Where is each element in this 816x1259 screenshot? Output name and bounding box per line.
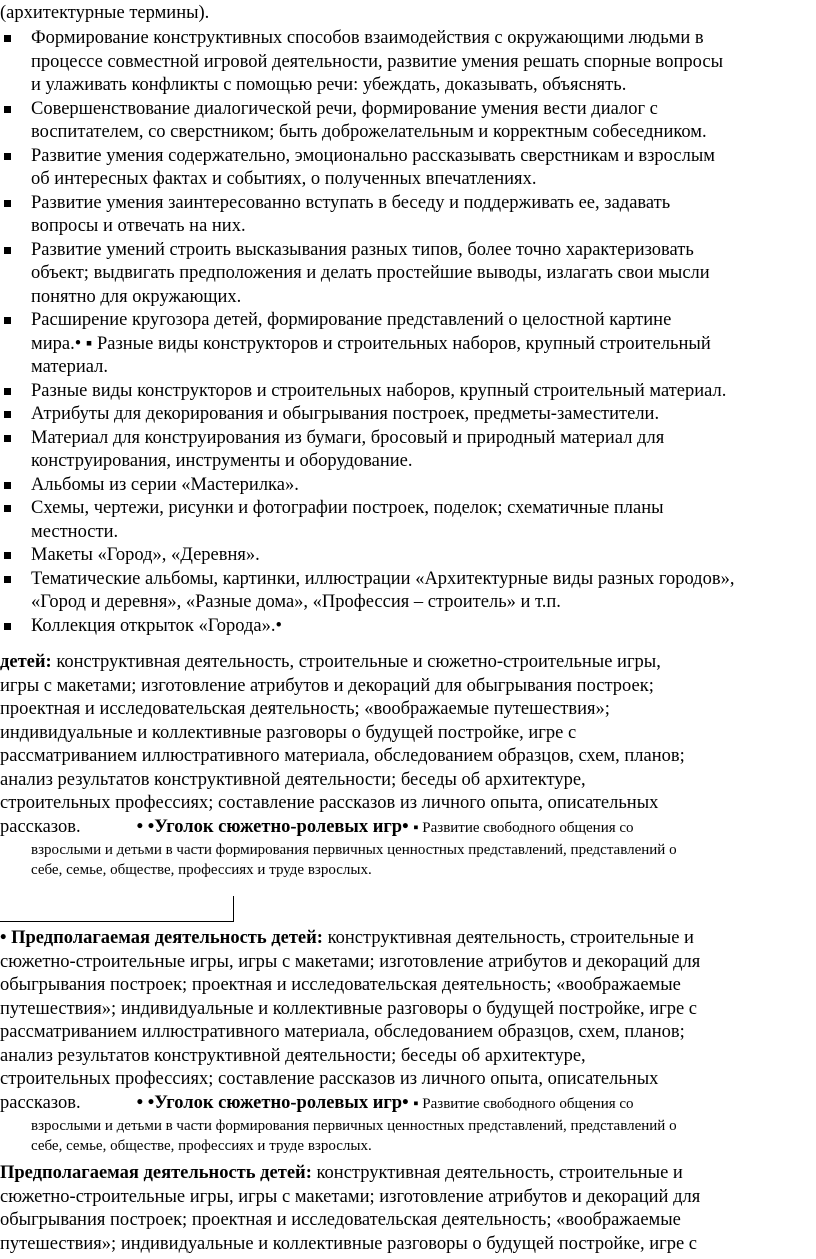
separator-tick [233, 896, 234, 922]
square-bullet-icon [4, 247, 11, 254]
square-bullet-icon [4, 552, 11, 559]
list-item: Коллекция открыток «Города».• [0, 615, 812, 639]
list-item: Совершенствование диалогической речи, формирование умения вести диалог с воспитателем, со сверстником; быть доброжелательным и корректным собеседником. [0, 98, 812, 145]
square-bullet-icon [4, 505, 11, 512]
list-item: Тематические альбомы, картинки, иллюстрации «Архитектурные виды разных городов», «Город и деревня», «Разные дома», «Профессия – строитель» и т.п. [0, 568, 812, 615]
square-bullet-icon [4, 623, 11, 630]
square-bullet-icon [4, 482, 11, 489]
list-item: Развитие умения содержательно, эмоционально рассказывать сверстникам и взрослым об интересных фактах и событиях, о полученных впечатлениях. [0, 145, 812, 192]
list-item: Расширение кругозора детей, формирование представлений о целостной картине мира.• ▪ Разные виды конструкторов и строительных наборов, крупный строительный материал. [0, 309, 812, 380]
square-bullet-icon [4, 200, 11, 207]
list-item: Альбомы из серии «Мастерилка». [0, 474, 812, 498]
list-item: Развитие умений строить высказывания разных типов, более точно характеризовать объект; выдвигать предположения и делать простейшие выводы, излагать свои мысли понятно для окружающих. [0, 239, 812, 310]
separator-line [0, 921, 234, 922]
top-line: (архитектурные термины). [0, 3, 210, 23]
square-bullet-icon [4, 435, 11, 442]
list-item: Формирование конструктивных способов взаимодействия с окружающими людьми в процессе совместной игровой деятельности, развитие умения решать спорные вопросы и улаживать конфликты с помощью речи: убеждать, доказывать, объяснять. [0, 27, 812, 98]
activity-paragraph-1: детей: конструктивная деятельность, строительные и сюжетно-строительные игры, игры с макетами; изготовление атрибутов и декораций для обыгрывания построек; проектная и исследовательская деятельность; «воображаемые путешествия»; индивидуальные и коллективные разговоры о будущей постройке, игре с рассматриванием иллюстративного материала, обследованием образцов, схем, планов; анализ результатов конструктивной деятельности; беседы об архитектуре, строительных профессиях; составление рассказов из личного опыта, описательных рассказов. • •Уголок сюжетно-ролевых игр• ▪ Развитие свободного общения со взрослыми и детьми в части формирования первичных ценностных представлений, представлений о себе, семье, обществе, профессиях и труде взрослых. [0, 652, 685, 878]
square-bullet-icon [4, 576, 11, 583]
square-bullet-icon [4, 411, 11, 418]
list-item: Схемы, чертежи, рисунки и фотографии построек, поделок; схематичные планы местности. [0, 497, 812, 544]
bullet-list [0, 27, 812, 638]
activity-paragraph-2: • Предполагаемая деятельность детей: конструктивная деятельность, строительные и сюжетно-строительные игры, игры с макетами; изготовление атрибутов и декораций для обыгрывания построек; проектная и исследовательская деятельность; «воображаемые путешествия»; индивидуальные и коллективные разговоры о будущей постройке, игре с рассматриванием иллюстративного материала, обследованием образцов, схем, планов; анализ результатов конструктивной деятельности; беседы об архитектуре, строительных профессиях; составление рассказов из личного опыта, описательных рассказов. • •Уголок сюжетно-ролевых игр• ▪ Развитие свободного общения со взрослыми и детьми в части формирования первичных ценностных представлений, представлений о себе, семье, обществе, профессиях и труде взрослых. [0, 928, 701, 1154]
square-bullet-icon [4, 317, 11, 324]
list-item: Материал для конструирования из бумаги, бросовый и природный материал для конструирования, инструменты и оборудование. [0, 427, 812, 474]
corner-heading: • •Уголок сюжетно-ролевых игр• [136, 1092, 409, 1113]
list-item: Разные виды конструкторов и строительных наборов, крупный строительный материал. [0, 380, 812, 404]
corner-heading: • •Уголок сюжетно-ролевых игр• [136, 816, 409, 837]
square-bullet-icon [4, 153, 11, 160]
activity-paragraph-3: Предполагаемая деятельность детей: конструктивная деятельность, строительные и сюжетно-строительные игры, игры с макетами; изготовление атрибутов и декораций для обыгрывания построек; проектная и исследовательская деятельность; «воображаемые путешествия»; индивидуальные и коллективные разговоры о будущей постройке, игре с [0, 1163, 701, 1254]
list-item: Атрибуты для декорирования и обыгрывания построек, предметы-заместители. [0, 403, 812, 427]
list-item: Макеты «Город», «Деревня». [0, 544, 812, 568]
list-item: Развитие умения заинтересованно вступать в беседу и поддерживать ее, задавать вопросы и отвечать на них. [0, 192, 812, 239]
square-bullet-icon [4, 388, 11, 395]
square-bullet-icon [4, 35, 11, 42]
square-bullet-icon [4, 106, 11, 113]
